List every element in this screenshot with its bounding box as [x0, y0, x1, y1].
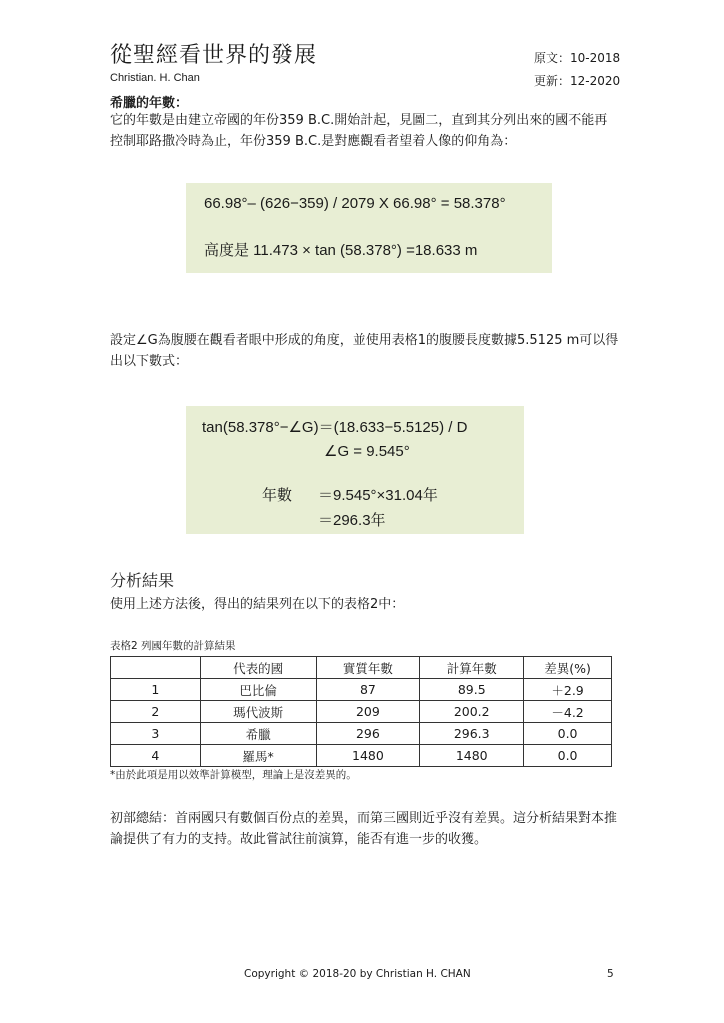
author-name: Christian. H. Chan — [110, 72, 200, 84]
original-date: 原文：10-2018 — [534, 51, 621, 65]
table-caption: 表格2 列國年數的計算結果 — [110, 640, 236, 652]
table-cell: 89.5 — [420, 679, 524, 701]
summary-paragraph: 初部總結：首兩國只有數個百份点的差異，而第三國則近乎沒有差異。這分析結果對本推論提供了有力的支持。故此嘗試往前演算，能否有進一步的收獲。 — [110, 811, 618, 847]
page-number: 5 — [607, 968, 614, 980]
formula-2-years-label: 年數 — [262, 487, 293, 504]
formula-1-line-1: 66.98°– (626−359) / 2079 X 66.98° = 58.378° — [204, 195, 506, 212]
section-heading-greece: 希臘的年數： — [110, 96, 189, 111]
formula-1-line-2: 高度是 11.473 × tan (58.378°) =18.633 m — [204, 242, 478, 259]
formula-2-line-3: ＝9.545°×31.04年 — [318, 487, 438, 504]
table-cell: 296.3 — [420, 723, 524, 745]
table-header-cell — [111, 657, 201, 679]
section-heading-analysis: 分析結果 — [110, 571, 175, 590]
table-row — [111, 679, 612, 701]
formula-2-line-2: ∠G = 9.545° — [324, 443, 410, 460]
table-header-cell: 實質年數 — [316, 657, 420, 679]
table-cell: 1480 — [420, 745, 524, 767]
angle-definition-paragraph: 設定∠G為腹腰在觀看者眼中形成的角度，並使用表格1的腹腰長度數據5.5125 m可以得出以下數式： — [110, 333, 619, 369]
table-cell: 1480 — [316, 745, 420, 767]
analysis-intro: 使用上述方法後，得出的結果列在以下的表格2中： — [110, 597, 405, 612]
table-footnote: *由於此項是用以效準計算模型，理論上是沒差異的。 — [110, 769, 357, 781]
table-cell: 296 — [316, 723, 420, 745]
table-header-cell: 代表的國 — [200, 657, 316, 679]
table-header-cell: 差異(%) — [524, 657, 612, 679]
formula-box-2 — [186, 406, 524, 534]
copyright-footer: Copyright © 2018-20 by Christian H. CHAN — [244, 968, 471, 980]
table-cell: 200.2 — [420, 701, 524, 723]
table-row — [111, 701, 612, 723]
table-row — [111, 723, 612, 745]
table-cell: 1 — [111, 679, 201, 701]
table-cell: 209 — [316, 701, 420, 723]
table-cell: 希臘 — [200, 723, 316, 745]
table-cell: 0.0 — [524, 745, 612, 767]
document-title: 從聖經看世界的發展 — [110, 43, 318, 68]
table-cell: 3 — [111, 723, 201, 745]
table-header-row — [111, 657, 612, 679]
table-cell: 巴比倫 — [200, 679, 316, 701]
table-row — [111, 745, 612, 767]
table-cell: ＋2.9 — [524, 679, 612, 701]
table-cell: 87 — [316, 679, 420, 701]
results-table — [110, 656, 612, 767]
table-cell: 瑪代波斯 — [200, 701, 316, 723]
table-header-cell: 計算年數 — [420, 657, 524, 679]
formula-box-1 — [186, 183, 552, 273]
updated-date: 更新：12-2020 — [534, 74, 621, 88]
table-cell: 0.0 — [524, 723, 612, 745]
table-cell: 羅馬* — [200, 745, 316, 767]
table-cell: 4 — [111, 745, 201, 767]
formula-2-line-4: ＝296.3年 — [318, 512, 386, 529]
intro-paragraph: 它的年數是由建立帝國的年份359 B.C.開始計起，見圖二，直到其分列出來的國不能再控制耶路撒冷時為止，年份359 B.C.是對應觀看者望着人像的仰角為： — [110, 113, 608, 149]
table-cell: －4.2 — [524, 701, 612, 723]
formula-2-line-1: tan(58.378°−∠G)＝(18.633−5.5125) / D — [202, 419, 468, 436]
table-cell: 2 — [111, 701, 201, 723]
